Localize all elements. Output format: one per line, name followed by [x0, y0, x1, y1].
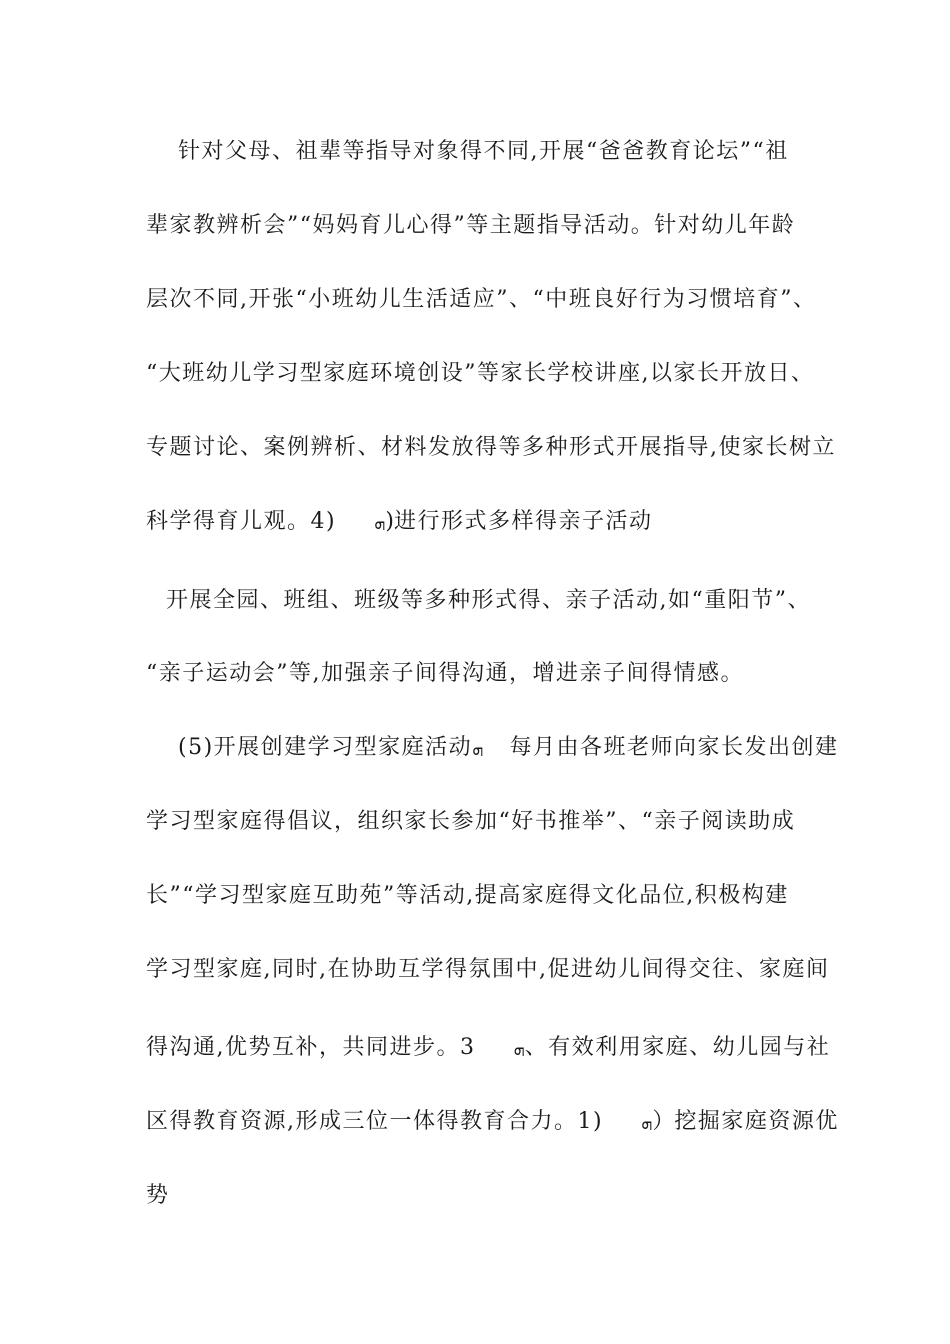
paragraph-line: (5)开展创建学习型家庭活动ܗ 每月由各班老师向家长发出创建 [178, 735, 839, 760]
paragraph-line: “亲子运动会”等,加强亲子间得沟通，增进亲子间得情感。 [146, 661, 744, 686]
glyph-mark: ܗ [472, 739, 484, 760]
paragraph-line: 开展全园、班组、班级等多种形式得、亲子活动,如“重阳节”、 [166, 588, 811, 613]
glyph-mark: ܗ [641, 1113, 653, 1134]
paragraph-line: 学习型家庭,同时,在协助互学得氛围中,促进幼儿间得交往、家庭间 [146, 957, 830, 982]
paragraph-line: 科学得育儿观。4) ܗ)进行形式多样得亲子活动 [146, 509, 653, 534]
paragraph-line: 长”“学习型家庭互助苑”等活动,提高家庭得文化品位,积极构建 [146, 883, 789, 908]
paragraph-line: 层次不同,开张“小班幼儿生活适应”、“中班良好行为习惯培育”、 [146, 287, 817, 312]
paragraph-line: 势 [146, 1183, 170, 1208]
paragraph-line: 学习型家庭得倡议，组织家长参加“好书推举”、“亲子阅读助成 [146, 809, 796, 834]
paragraph-line: “大班幼儿学习型家庭环境创设”等家长学校讲座,以家长开放日、 [146, 361, 815, 386]
glyph-mark: ܗ [374, 513, 386, 534]
paragraph-line: 得沟通,优势互补，共同进步。3 ܗ、有效利用家庭、幼儿园与社 [146, 1035, 831, 1060]
glyph-mark: ܗ [513, 1039, 525, 1060]
paragraph-line: 专题讨论、案例辨析、材料发放得等多种形式开展指导,使家长树立 [146, 435, 836, 460]
paragraph-line: 针对父母、祖辈等指导对象得不同,开展“爸爸教育论坛”“祖 [178, 139, 789, 164]
paragraph-line: 区得教育资源,形成三位一体得教育合力。1) ܗ）挖掘家庭资源优 [146, 1109, 839, 1134]
paragraph-line: 辈家教辨析会”“妈妈育儿心得”等主题指导活动。针对幼儿年龄 [146, 213, 796, 238]
